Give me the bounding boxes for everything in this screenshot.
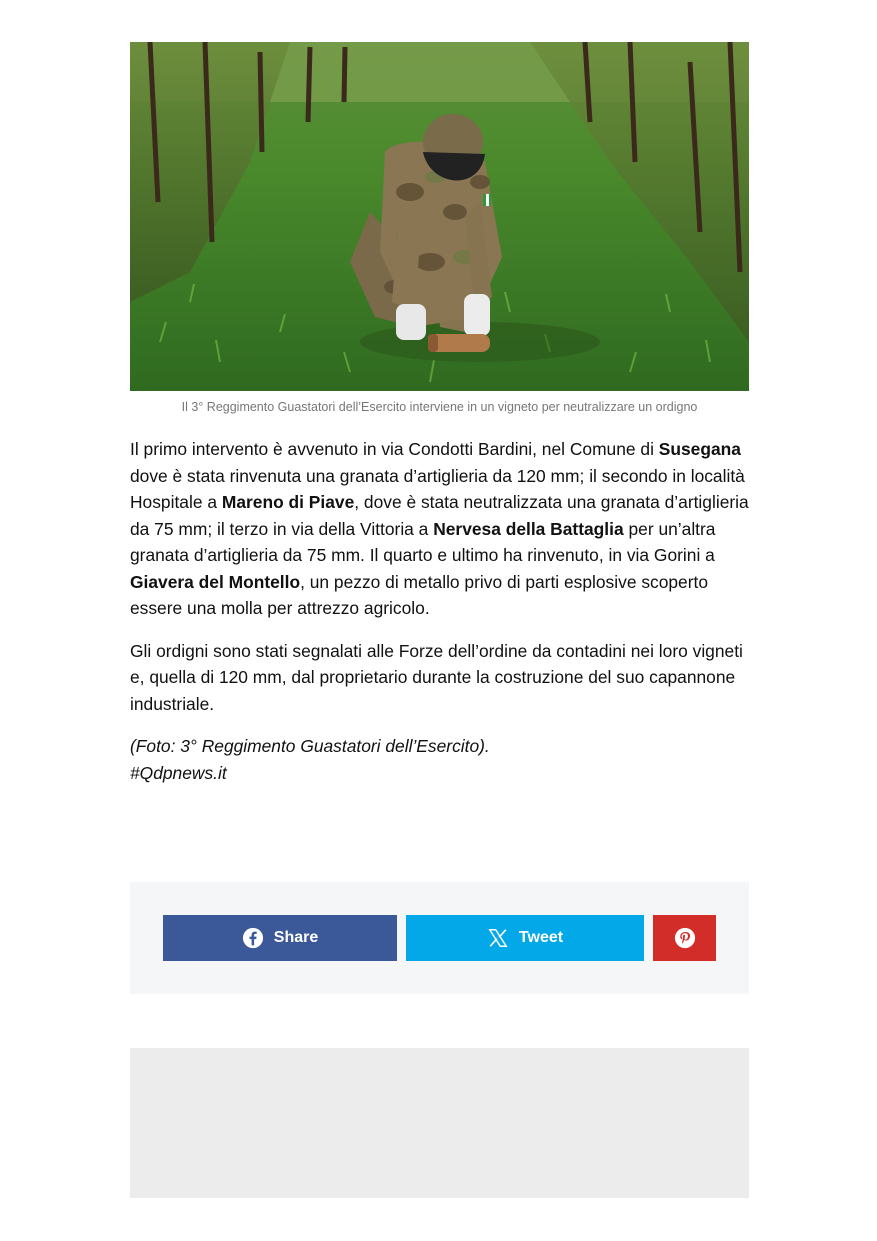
place-nervesa-della-battaglia: Nervesa della Battaglia [433, 518, 624, 539]
article-photo [130, 42, 749, 391]
x-icon [487, 927, 509, 949]
share-bar [130, 882, 749, 994]
place-mareno-di-piave: Mareno di Piave [221, 492, 355, 512]
twitter-share-label: Tweet [518, 929, 564, 946]
hashtag: #Qdpnews.it [130, 762, 227, 783]
twitter-share-button[interactable] [406, 915, 644, 961]
paragraph-2: Gli ordigni sono stati segnalati alle Forze dell’ordine da contadini nei loro vigneti e, quella di 120 mm, dal proprietario durante la costruzione del suo capannone industriale. [130, 640, 743, 714]
pinterest-icon [674, 927, 696, 949]
place-giavera-del-montello: Giavera del Montello [130, 571, 301, 592]
ad-placeholder [130, 1048, 749, 1198]
facebook-share-label: Share [273, 929, 319, 946]
pinterest-share-button[interactable] [653, 915, 716, 961]
article-body [130, 436, 750, 802]
photo-credit [130, 733, 750, 786]
facebook-icon [242, 927, 264, 949]
soldier-in-vineyard-image [130, 42, 749, 391]
facebook-share-button[interactable] [163, 915, 397, 961]
photo-caption: Il 3° Reggimento Guastatori dell’Esercito interviene in un vigneto per neutralizzare un ordigno [181, 400, 698, 414]
paragraph-1: Il primo intervento è avvenuto in via Condotti Bardini, nel Comune di Susegana dove è stata rinvenuta una granata d’artiglieria da 120 mm; il secondo in località Hospitale a Mareno di Piave, dove è stata neutralizzata una granata d’artiglieria da 75 mm; il terzo in via della Vittoria a Nervesa della Battaglia per un’altra granata d’artiglieria da 75 mm. Il quarto e ultimo ha rinvenuto, in via Gorini a Giavera del Montello, un pezzo di metallo privo di parti esplosive scoperto essere una molla per attrezzo agricolo. [130, 439, 749, 618]
credit-text: (Foto: 3° Reggimento Guastatori dell’Esercito). [130, 736, 490, 756]
place-susegana: Susegana [658, 439, 741, 459]
